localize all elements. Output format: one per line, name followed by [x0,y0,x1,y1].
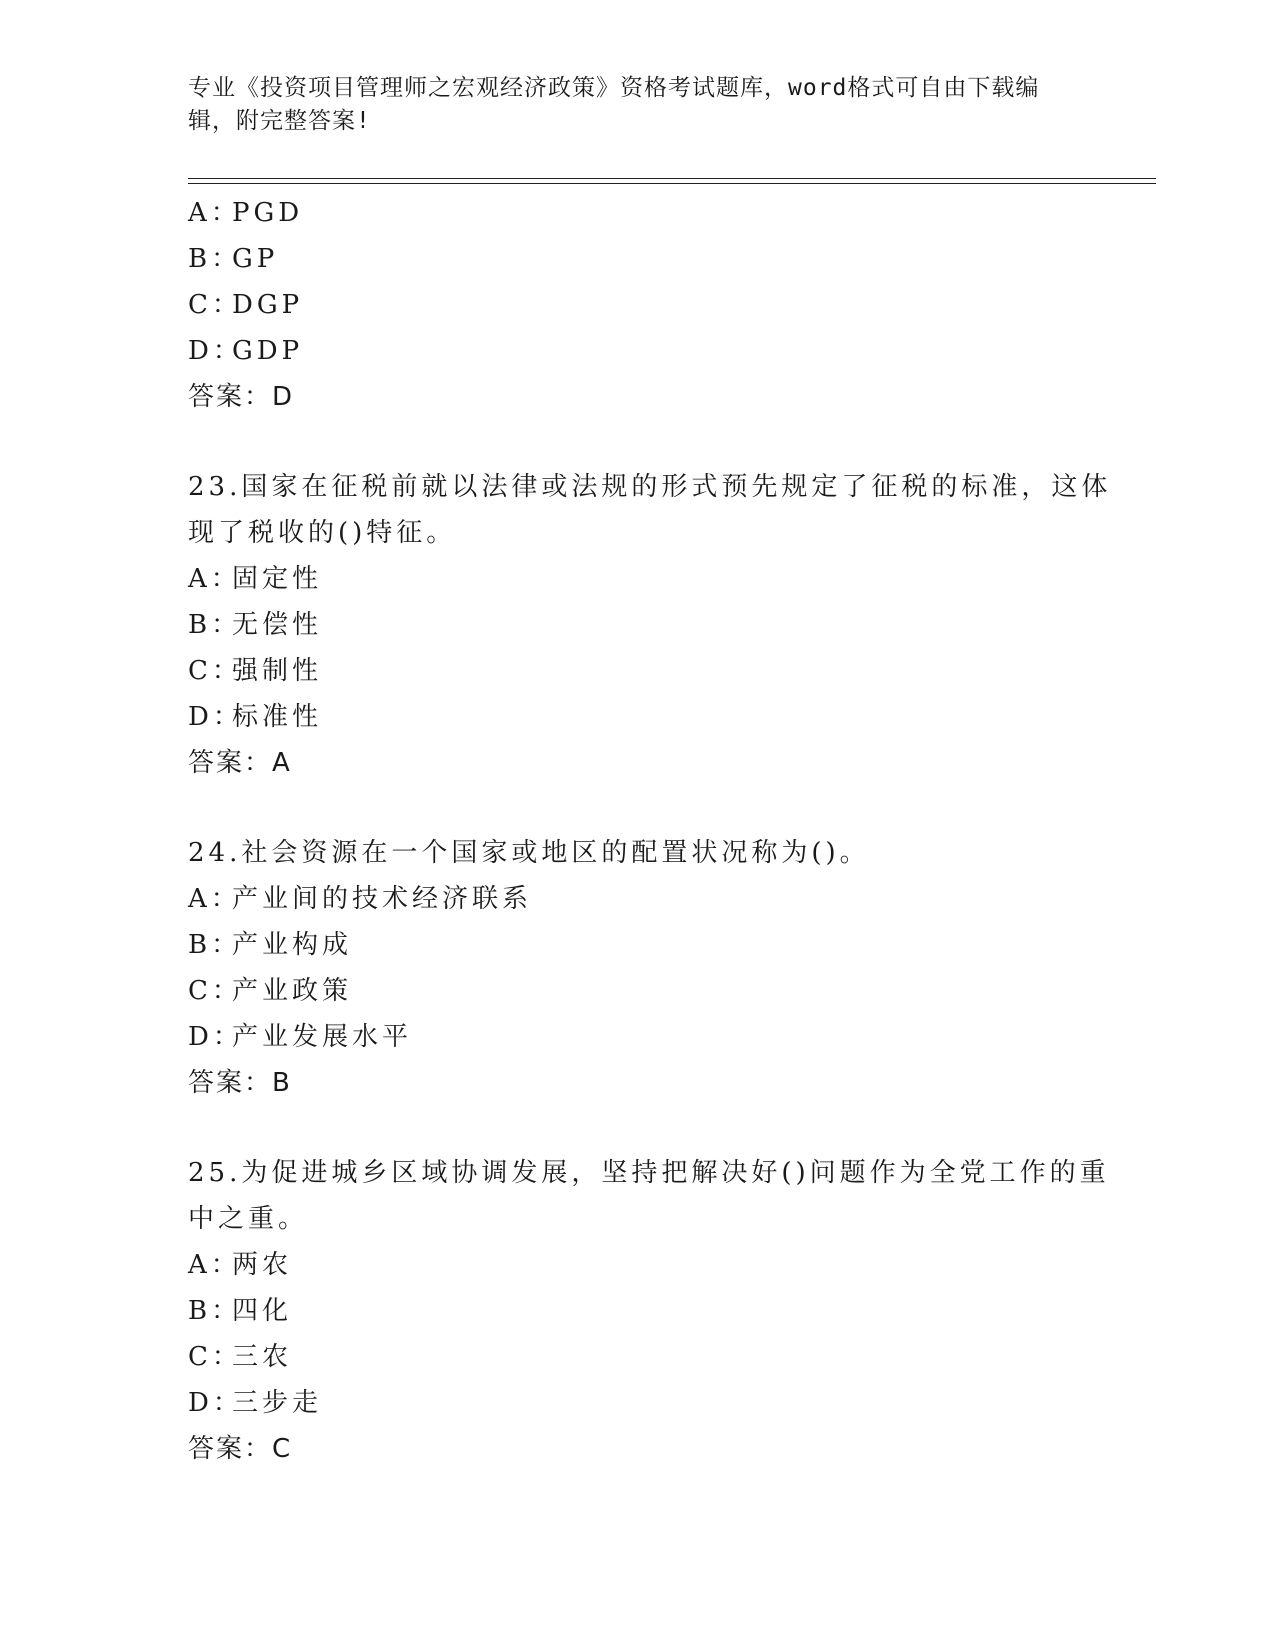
option-text: 产业构成 [232,930,353,960]
question-24 [188,830,1088,1106]
option-letter: B： [188,610,242,640]
header-line-2: 辑，附完整答案! [188,108,371,134]
option-letter: D： [188,1022,243,1052]
option-letter: A： [188,884,241,914]
option-c [188,648,1088,694]
option-letter: C： [188,976,242,1006]
option-c [188,282,1088,328]
question-stem: 24.社会资源在一个国家或地区的配置状况称为()。 [188,838,870,868]
option-letter: C： [188,290,242,320]
option-letter: B： [188,244,242,274]
option-text: 强制性 [232,656,323,686]
option-text: 两农 [232,1250,293,1280]
option-text: 产业发展水平 [232,1022,413,1052]
question-list [188,190,1112,1472]
option-text: GDP [232,336,304,366]
question-stem: 23.国家在征税前就以法律或法规的形式预先规定了征税的标准，这体 [188,472,1112,502]
answer: 答案：D [188,382,295,412]
option-d [188,694,1088,740]
option-c [188,1334,1088,1380]
option-a [188,556,1088,602]
option-text: GP [232,244,279,274]
option-a [188,1242,1088,1288]
option-letter: B： [188,930,242,960]
header-divider-top [188,178,1156,179]
option-b [188,236,1088,282]
option-text: 产业政策 [232,976,353,1006]
option-d [188,328,1088,374]
question-23 [188,464,1112,786]
answer: 答案：A [188,748,292,778]
option-letter: B： [188,1296,242,1326]
option-d [188,1014,1088,1060]
option-b [188,1288,1088,1334]
option-b [188,922,1088,968]
header-divider-bottom [188,183,1156,184]
option-letter: A： [188,564,241,594]
option-letter: C： [188,1342,242,1372]
option-text: DGP [232,290,304,320]
option-text: 产业间的技术经济联系 [232,884,533,914]
option-c [188,968,1088,1014]
answer: 答案：B [188,1068,292,1098]
option-letter: A： [188,1250,241,1280]
option-letter: D： [188,336,243,366]
option-letter: D： [188,1388,243,1418]
question-stem: 25.为促进城乡区域协调发展，坚持把解决好()问题作为全党工作的重 [188,1158,1110,1188]
option-text: PGD [232,198,304,228]
option-text: 无偿性 [232,610,323,640]
option-text: 固定性 [232,564,323,594]
answer: 答案：C [188,1434,293,1464]
header-line-1: 专业《投资项目管理师之宏观经济政策》资格考试题库，word格式可自由下载编 [188,75,1040,101]
document-header [188,72,1088,138]
question-22 [188,190,1088,420]
option-text: 标准性 [232,702,323,732]
option-text: 四化 [232,1296,293,1326]
option-letter: C： [188,656,242,686]
question-stem-continued: 现了税收的()特征。 [188,518,457,548]
option-b [188,602,1088,648]
question-stem-continued: 中之重。 [188,1204,309,1234]
option-d [188,1380,1088,1426]
question-25 [188,1150,1110,1472]
option-a [188,190,1088,236]
option-letter: A： [188,198,241,228]
option-text: 三步走 [232,1388,323,1418]
option-letter: D： [188,702,243,732]
option-text: 三农 [232,1342,293,1372]
option-a [188,876,1088,922]
